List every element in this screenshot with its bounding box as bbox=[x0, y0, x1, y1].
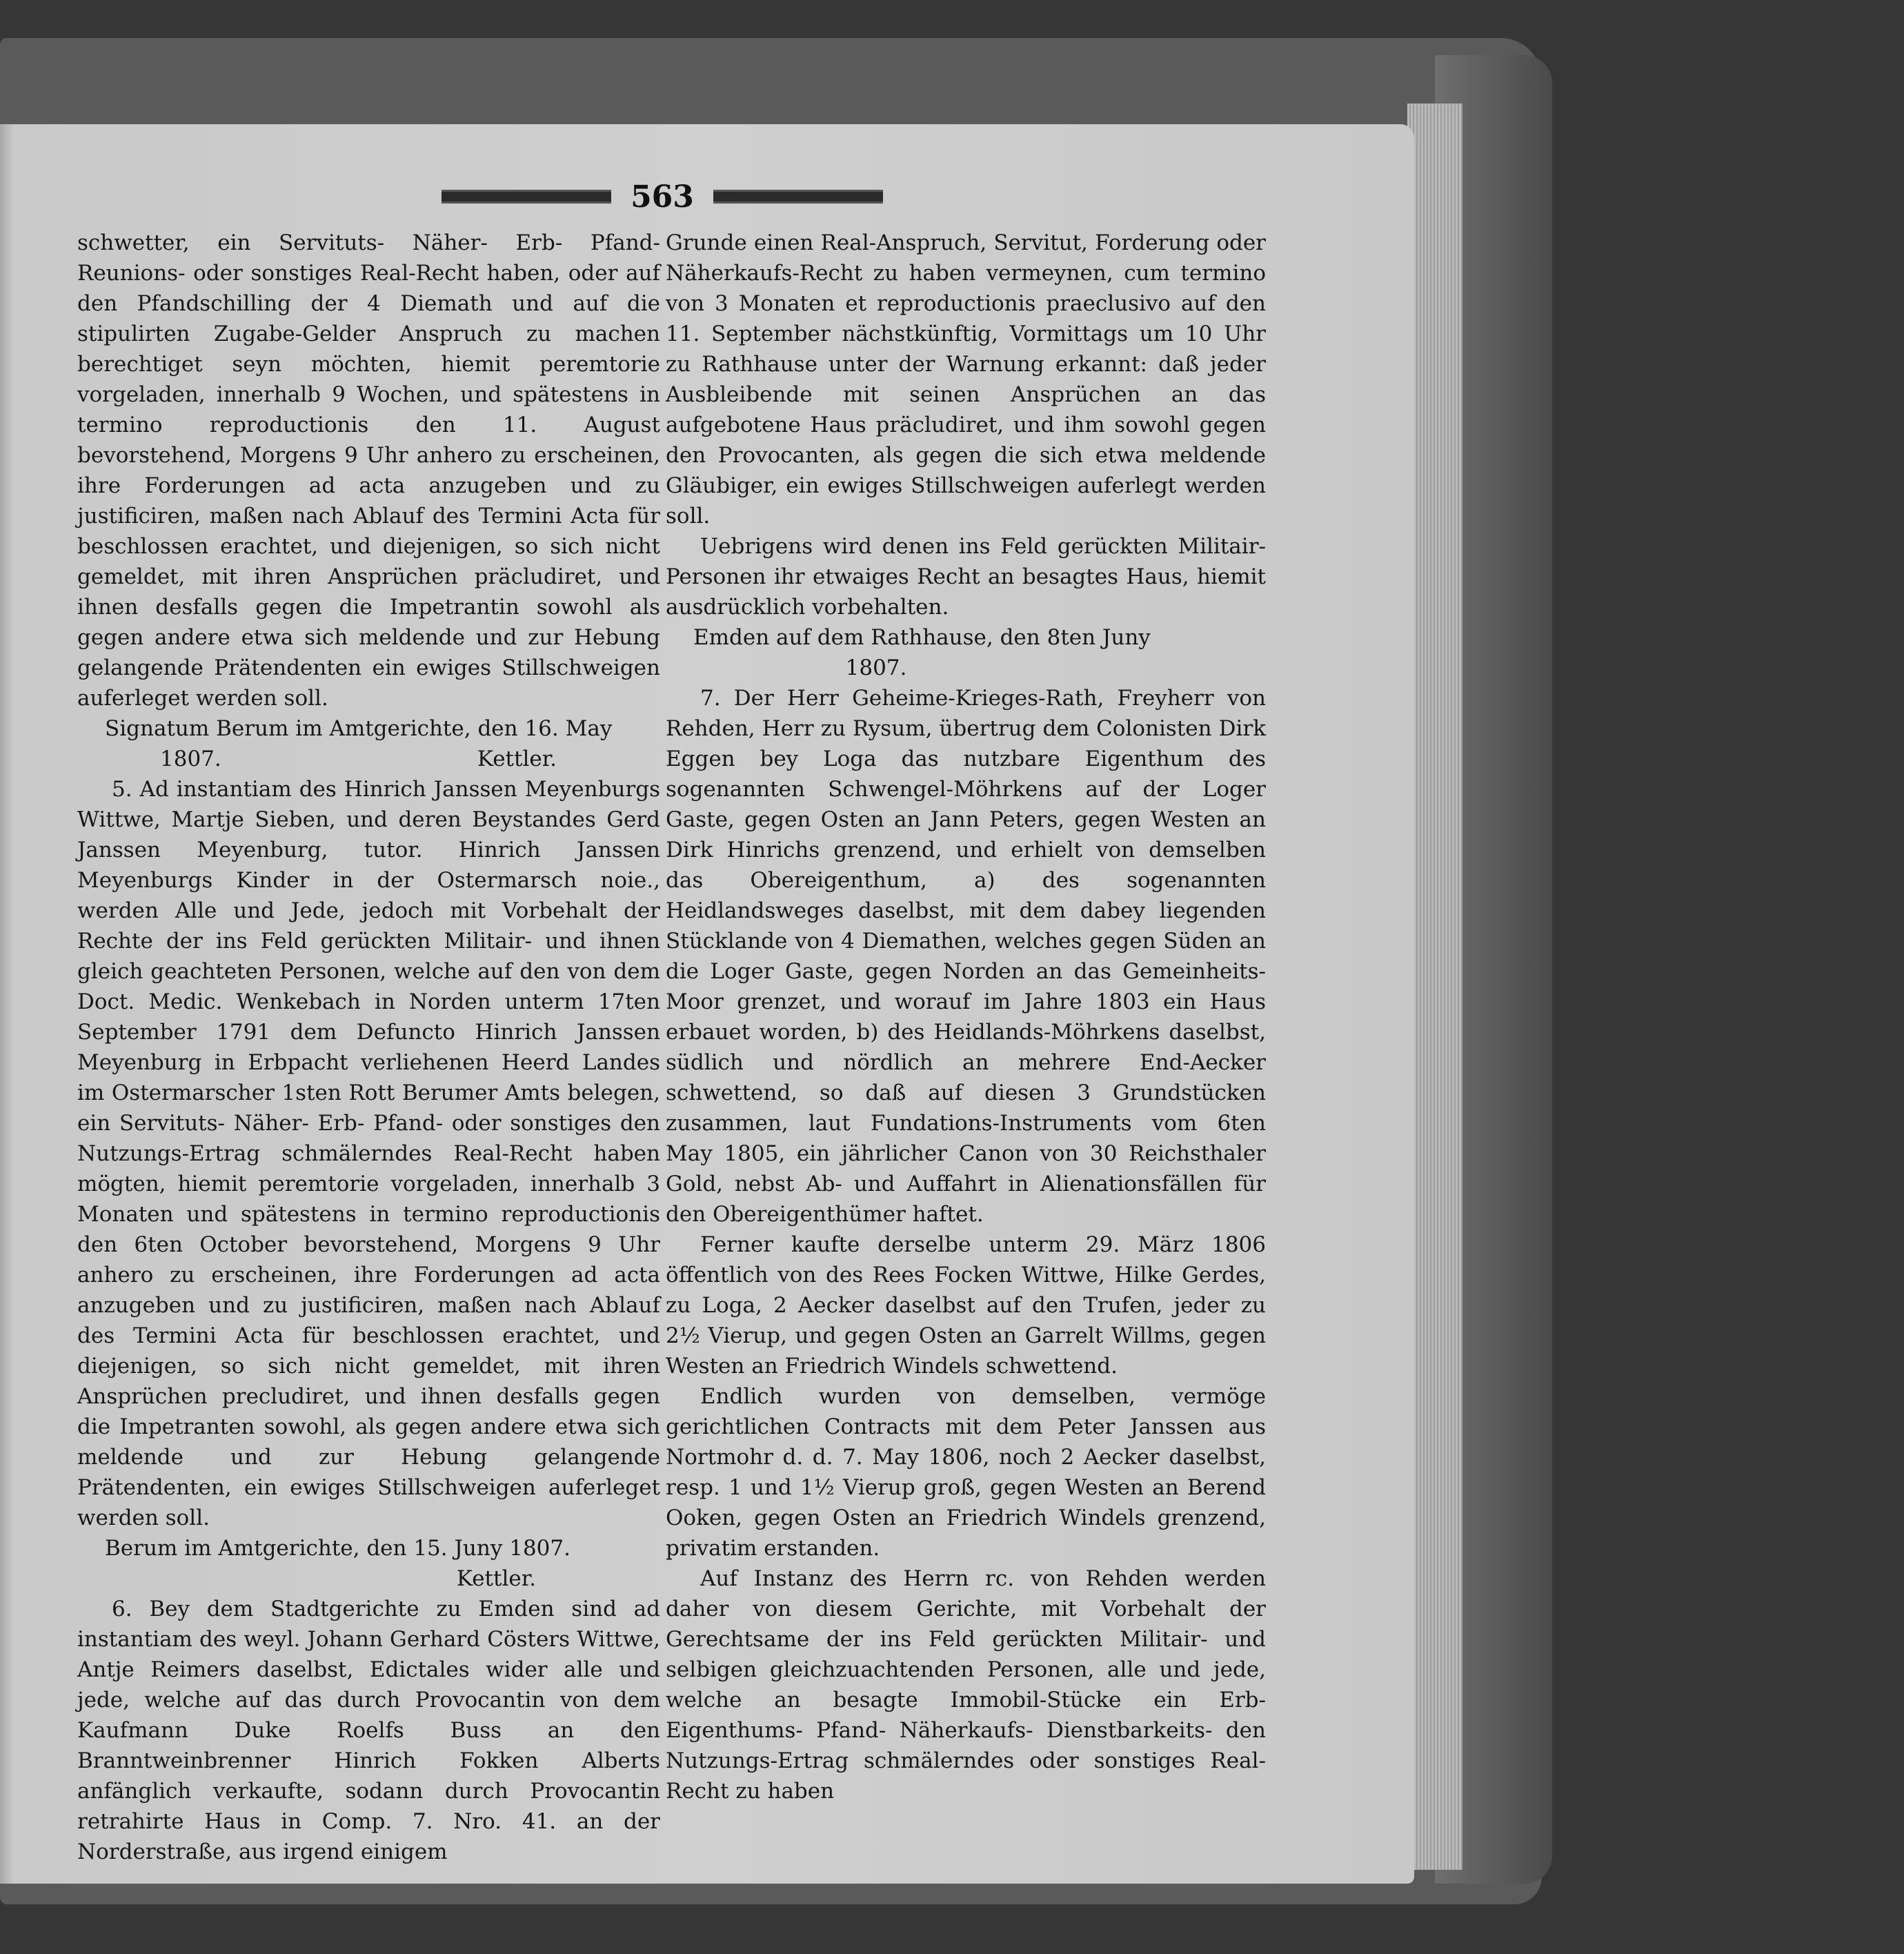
page-header bbox=[442, 176, 883, 217]
paragraph: Grunde einen Real-Anspruch, Servitut, Forderung oder Näherkaufs-Recht zu haben vermeynen, cum termino von 3 Monaten et reproductionis praeclusivo auf den 11. September nächstkünftig, Vormittags um 10 Uhr zu Rathhause unter der Warnung erkannt: daß jeder Ausbleibende mit seinen Ansprüchen an das aufgebotene Haus präcludiret, und ihm sowohl gegen den Provocanten, als gegen die sich etwa meldende Gläubiger, ein ewiges Stillschweigen auferlegt werden soll. bbox=[666, 230, 1266, 529]
right-column bbox=[666, 228, 1266, 1806]
header-rule-right bbox=[713, 190, 883, 204]
paragraph: 6. Bey dem Stadtgerichte zu Emden sind ad instantiam des weyl. Johann Gerhard Cösters Wittwe, Antje Reimers daselbst, Edictales wider alle und jede, welche auf das durch Provocantin von dem Kaufmann Duke Roelfs Buss an den Branntweinbrenner Hinrich Fokken Alberts anfänglich verkaufte, sodann durch Provocantin retrahirte Haus in Comp. 7. Nro. 41. an der Norderstraße, aus irgend einigem bbox=[77, 1597, 660, 1864]
header-rule-left bbox=[442, 190, 611, 204]
signature-line: Berum im Amtgerichte, den 15. Juny 1807. bbox=[105, 1536, 571, 1561]
signature-name: Kettler. bbox=[456, 1566, 536, 1591]
paragraph: 7. Der Herr Geheime-Krieges-Rath, Freyherr von Rehden, Herr zu Rysum, übertrug dem Colonisten Dirk Eggen bey Loga das nutzbare Eigenthum des sogenannten Schwengel-Möhrkens auf der Loger Gaste, gegen Osten an Jann Peters, gegen Westen an Dirk Hinrichs grenzend, und erhielt von demselben das Obereigenthum, a) des sogenannten Heidlandsweges daselbst, mit dem dabey liegenden Stücklande von 4 Diemathen, welches gegen Süden an die Loger Gaste, gegen Norden an das Gemeinheits-Moor grenzet, und worauf im Jahre 1803 ein Haus erbauet worden, b) des Heidlands-Möhrkens daselbst, südlich und nördlich an mehrere End-Aecker schwettend, so daß auf diesen 3 Grundstücken zusammen, laut Fundations-Instruments vom 6ten May 1805, ein jährlicher Canon von 30 Reichsthaler Gold, nebst Ab- und Auffahrt in Alienationsfällen für den Obereigenthümer haftet. bbox=[666, 686, 1266, 1227]
signature-year: 1807. bbox=[160, 747, 221, 771]
paragraph: schwetter, ein Servituts- Näher- Erb- Pfand- Reunions- oder sonstiges Real-Recht haben, oder auf den Pfandschilling der 4 Diemath und auf die stipulirten Zugabe-Gelder Anspruch zu machen berechtiget seyn möchten, hiemit peremtorie vorgeladen, innerhalb 9 Wochen, und spätestens in termino reproductionis den 11. August bevorstehend, Morgens 9 Uhr anhero zu erscheinen, ihre Forderungen ad acta anzugeben und zu justificiren, maßen nach Ablauf des Termini Acta für beschlossen erachtet, und diejenigen, so sich nicht gemeldet, mit ihren Ansprüchen präcludiret, und ihnen desfalls gegen die Impetrantin sowohl als gegen andere etwa sich meldende und zur Hebung gelangende Prätendenten ein ewiges Stillschweigen auferleget werden soll. bbox=[77, 230, 660, 711]
paragraph: Auf Instanz des Herrn rc. von Rehden werden daher von diesem Gerichte, mit Vorbehalt der Gerechtsame der ins Feld gerückten Militair- und selbigen gleichzuachtenden Personen, alle und jede, welche an besagte Immobil-Stücke ein Erb- Eigenthums- Pfand- Näherkaufs- Dienstbarkeits- den Nutzungs-Ertrag schmälerndes oder sonstiges Real-Recht zu haben bbox=[666, 1566, 1266, 1804]
paragraph: Uebrigens wird denen ins Feld gerückten Militair-Personen ihr etwaiges Recht an besagtes Haus, hiemit ausdrücklich vorbehalten. bbox=[666, 534, 1266, 620]
paragraph: Ferner kaufte derselbe unterm 29. März 1806 öffentlich von des Rees Focken Wittwe, Hilke Gerdes, zu Loga, 2 Aecker daselbst auf den Trufen, jeder zu 2½ Vierup, und gegen Osten an Garrelt Willms, gegen Westen an Friedrich Windels schwettend. bbox=[666, 1232, 1266, 1379]
page-number: 563 bbox=[631, 179, 694, 215]
signature-name: Kettler. bbox=[477, 747, 557, 771]
signature-year-line bbox=[77, 744, 660, 774]
signature-line: Signatum Berum im Amtgerichte, den 16. May bbox=[105, 716, 613, 741]
left-column bbox=[77, 228, 660, 1867]
signature-year: 1807. bbox=[845, 655, 907, 680]
paragraph: Endlich wurden von demselben, vermöge gerichtlichen Contracts mit dem Peter Janssen aus Nortmohr d. d. 7. May 1806, noch 2 Aecker daselbst, resp. 1 und 1½ Vierup groß, gegen Westen an Berend Ooken, gegen Osten an Friedrich Windels grenzend, privatim erstanden. bbox=[666, 1384, 1266, 1561]
signature-line: Emden auf dem Rathhause, den 8ten Juny bbox=[693, 625, 1151, 650]
paragraph: 5. Ad instantiam des Hinrich Janssen Meyenburgs Wittwe, Martje Sieben, und deren Beystandes Gerd Janssen Meyenburg, tutor. Hinrich Janssen Meyenburgs Kinder in der Ostermarsch noie., werden Alle und Jede, jedoch mit Vorbehalt der Rechte der ins Feld gerückten Militair- und ihnen gleich geachteten Personen, welche auf den von dem Doct. Medic. Wenkebach in Norden unterm 17ten September 1791 dem Defuncto Hinrich Janssen Meyenburg in Erbpacht verliehenen Heerd Landes im Ostermarscher 1sten Rott Berumer Amts belegen, ein Servituts- Näher- Erb- Pfand- oder sonstiges den Nutzungs-Ertrag schmälerndes Real-Recht haben mögten, hiemit peremtorie vorgeladen, innerhalb 3 Monaten und spätestens in termino reproductionis den 6ten October bevorstehend, Morgens 9 Uhr anhero zu erscheinen, ihre Forderungen ad acta anzugeben und zu justificiren, maßen nach Ablauf des Termini Acta für beschlossen erachtet, und diejenigen, so sich nicht gemeldet, mit ihren Ansprüchen precludiret, und ihnen desfalls gegen die Impetranten sowohl, als gegen andere etwa sich meldende und zur Hebung gelangende Prätendenten, ein ewiges Stillschweigen auferleget werden soll. bbox=[77, 777, 660, 1530]
page-edges bbox=[1407, 103, 1462, 1870]
